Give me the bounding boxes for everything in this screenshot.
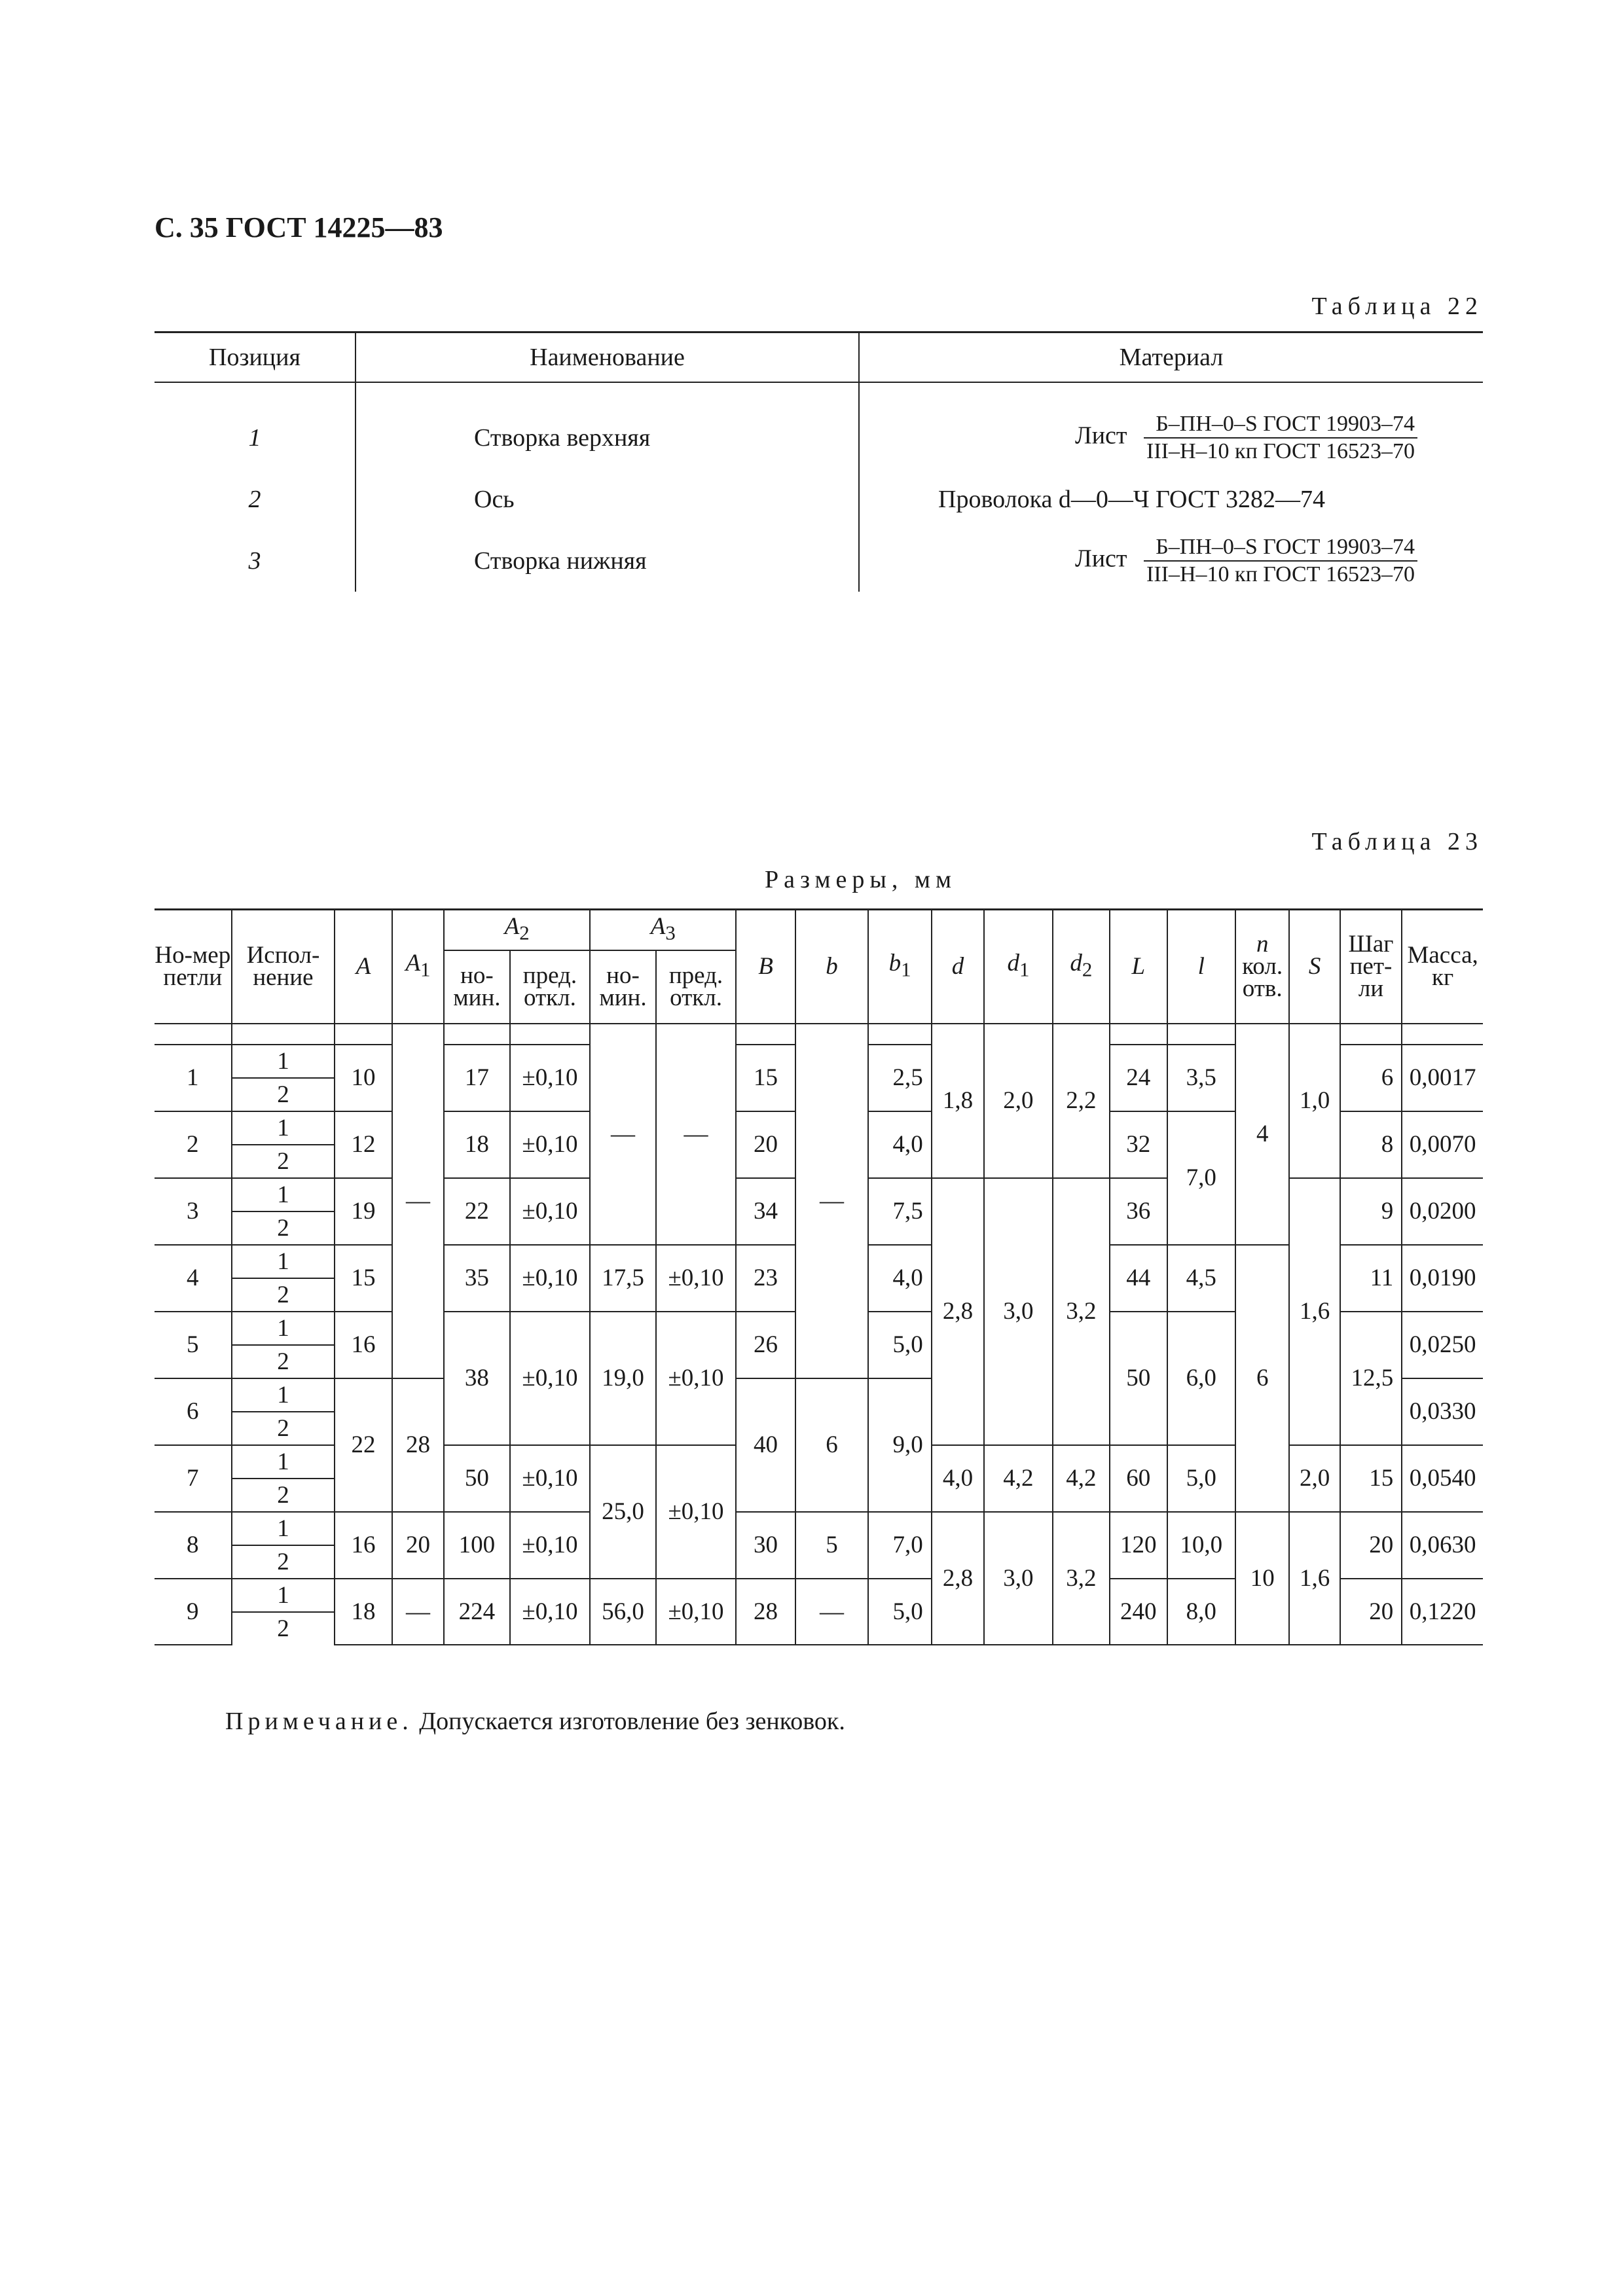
- cell: 2: [232, 1078, 335, 1111]
- cell: 16: [335, 1312, 392, 1378]
- col-header-position: Позиция: [155, 332, 356, 383]
- table-22: [155, 331, 1483, 592]
- cell: 1: [232, 1512, 335, 1545]
- cell: 6: [795, 1378, 869, 1512]
- cell: 1,0: [1289, 1024, 1340, 1178]
- cell: 4: [155, 1245, 232, 1312]
- cell: 9: [155, 1579, 232, 1645]
- cell: 3,0: [984, 1178, 1053, 1445]
- cell: ±0,10: [510, 1111, 591, 1178]
- table23-caption: Таблица 23: [1311, 828, 1483, 855]
- cell: ±0,10: [656, 1312, 737, 1445]
- cell: 6: [1235, 1245, 1289, 1512]
- spacer-row: [155, 1024, 1483, 1045]
- cell: 0,0250: [1402, 1312, 1483, 1378]
- cell: 100: [444, 1512, 509, 1579]
- header-n: n кол. отв.: [1235, 910, 1289, 1024]
- header-S: S: [1289, 910, 1340, 1024]
- cell: ±0,10: [510, 1579, 591, 1645]
- material-prefix: Лист: [1074, 422, 1127, 450]
- cell: 240: [1110, 1579, 1167, 1645]
- cell: —: [656, 1024, 737, 1245]
- cell: 20: [736, 1111, 795, 1178]
- material-text: Проволока d—0—Ч ГОСТ 3282—74: [938, 486, 1326, 513]
- cell: 0,0017: [1402, 1045, 1483, 1111]
- cell: —: [392, 1579, 444, 1645]
- cell: 9,0: [868, 1378, 931, 1512]
- cell: 17,5: [590, 1245, 655, 1312]
- cell: 40: [736, 1378, 795, 1512]
- header-mass: Масса, кг: [1402, 910, 1483, 1024]
- cell: 1: [232, 1579, 335, 1612]
- header-d2: $d_2$: [1053, 910, 1110, 1024]
- note-text: Допускается изготовление без зенковок.: [412, 1708, 845, 1735]
- cell: 2,0: [984, 1024, 1053, 1178]
- cell: 35: [444, 1245, 509, 1312]
- fraction-denominator: III–Н–10 кп ГОСТ 16523–70: [1146, 562, 1415, 586]
- cell: 23: [736, 1245, 795, 1312]
- cell: 2: [232, 1278, 335, 1312]
- cell-material: [859, 382, 1483, 469]
- cell: 1: [232, 1178, 335, 1211]
- cell: ±0,10: [510, 1245, 591, 1312]
- cell: 3,2: [1053, 1178, 1110, 1445]
- cell: 4,5: [1167, 1245, 1236, 1312]
- cell: 6: [1340, 1045, 1402, 1111]
- cell: 26: [736, 1312, 795, 1378]
- cell: 7,0: [1167, 1111, 1236, 1245]
- cell: 18: [335, 1579, 392, 1645]
- cell: 28: [392, 1378, 444, 1512]
- cell: 2: [232, 1612, 335, 1645]
- fraction-numerator: Б–ПН–0–S ГОСТ 19903–74: [1144, 411, 1417, 439]
- cell: 50: [1110, 1312, 1167, 1445]
- cell: 22: [444, 1178, 509, 1245]
- cell: 224: [444, 1579, 509, 1645]
- cell: ±0,10: [510, 1045, 591, 1111]
- cell: 32: [1110, 1111, 1167, 1178]
- material-fraction: [1144, 411, 1417, 465]
- cell: 0,1220: [1402, 1579, 1483, 1645]
- cell: 7,5: [868, 1178, 931, 1245]
- table-23: [155, 908, 1483, 1645]
- cell: 19: [335, 1178, 392, 1245]
- cell: 15: [1340, 1445, 1402, 1512]
- cell: 10: [1235, 1512, 1289, 1645]
- cell: 2: [232, 1211, 335, 1245]
- cell: 60: [1110, 1445, 1167, 1512]
- header-d1: $d_1$: [984, 910, 1053, 1024]
- cell: 1: [232, 1312, 335, 1345]
- page-header: С. 35 ГОСТ 14225—83: [155, 211, 443, 243]
- cell: 0,0200: [1402, 1178, 1483, 1245]
- cell: 0,0540: [1402, 1445, 1483, 1512]
- material-prefix: Лист: [1074, 545, 1127, 573]
- cell: 36: [1110, 1178, 1167, 1245]
- header-version: Испол-нение: [232, 910, 335, 1024]
- table23-units: Размеры, мм: [764, 866, 957, 893]
- cell: 3,2: [1053, 1512, 1110, 1645]
- cell: 4,2: [1053, 1445, 1110, 1512]
- cell: 16: [335, 1512, 392, 1579]
- table-row: [155, 469, 1483, 530]
- cell: 1: [232, 1245, 335, 1278]
- cell: ±0,10: [510, 1312, 591, 1445]
- fraction-denominator: III–Н–10 кп ГОСТ 16523–70: [1146, 439, 1415, 463]
- cell: 15: [736, 1045, 795, 1111]
- cell: 18: [444, 1111, 509, 1178]
- fraction-numerator: Б–ПН–0–S ГОСТ 19903–74: [1144, 534, 1417, 562]
- cell: 2: [155, 1111, 232, 1178]
- cell: 25,0: [590, 1445, 655, 1579]
- cell: 2: [232, 1345, 335, 1378]
- header-A3: $A_3$: [590, 910, 736, 950]
- cell: 17: [444, 1045, 509, 1111]
- cell-material: [859, 530, 1483, 592]
- cell-position: 3: [248, 547, 261, 575]
- header-loop-pitch: Шаг пет-ли: [1340, 910, 1402, 1024]
- cell-name: Ось: [356, 469, 859, 530]
- table-note: [225, 1707, 845, 1736]
- cell: 28: [736, 1579, 795, 1645]
- cell-name: Створка верхняя: [356, 382, 859, 469]
- cell: 2: [232, 1545, 335, 1579]
- cell: 8: [1340, 1111, 1402, 1178]
- cell: 12,5: [1340, 1312, 1402, 1445]
- cell: 1: [232, 1045, 335, 1078]
- cell: 1: [232, 1111, 335, 1145]
- cell: ±0,10: [656, 1579, 737, 1645]
- cell-position: 2: [248, 486, 261, 513]
- header-b1: $b_1$: [868, 910, 931, 1024]
- cell: 4,0: [868, 1111, 931, 1178]
- cell: 5,0: [868, 1312, 931, 1378]
- cell: 0,0190: [1402, 1245, 1483, 1312]
- cell: —: [392, 1024, 444, 1378]
- cell: 2,2: [1053, 1024, 1110, 1178]
- cell: —: [795, 1579, 869, 1645]
- cell: 120: [1110, 1512, 1167, 1579]
- cell: 1,8: [932, 1024, 984, 1178]
- cell: 3,5: [1167, 1045, 1236, 1111]
- cell: 1,6: [1289, 1512, 1340, 1645]
- cell: 2: [232, 1479, 335, 1512]
- cell: 34: [736, 1178, 795, 1245]
- header-b: b: [795, 910, 869, 1024]
- col-header-material: Материал: [859, 332, 1483, 383]
- header-d: d: [932, 910, 984, 1024]
- cell: 4,0: [868, 1245, 931, 1312]
- table22-caption: Таблица 22: [1311, 293, 1483, 320]
- cell: 22: [335, 1378, 392, 1512]
- cell: ±0,10: [510, 1445, 591, 1512]
- cell: 38: [444, 1312, 509, 1445]
- cell: 8: [155, 1512, 232, 1579]
- cell: 6,0: [1167, 1312, 1236, 1445]
- cell: 44: [1110, 1245, 1167, 1312]
- cell-name: Створка нижняя: [356, 530, 859, 592]
- cell: 3,0: [984, 1512, 1053, 1645]
- cell: 1: [232, 1378, 335, 1412]
- cell: 2: [232, 1145, 335, 1178]
- cell: 30: [736, 1512, 795, 1579]
- cell-position: 1: [248, 424, 261, 452]
- cell: 15: [335, 1245, 392, 1312]
- cell: 8,0: [1167, 1579, 1236, 1645]
- table-row: [155, 382, 1483, 469]
- cell: 10: [335, 1045, 392, 1111]
- cell: 20: [1340, 1579, 1402, 1645]
- cell: 2,8: [932, 1178, 984, 1445]
- cell: 5,0: [868, 1579, 931, 1645]
- cell: 1,6: [1289, 1178, 1340, 1445]
- cell: 24: [1110, 1045, 1167, 1111]
- cell: 5: [155, 1312, 232, 1378]
- cell: —: [590, 1024, 655, 1245]
- cell: 19,0: [590, 1312, 655, 1445]
- header-B: B: [736, 910, 795, 1024]
- header-A3-tolerance: пред. откл.: [656, 950, 737, 1024]
- cell: 7: [155, 1445, 232, 1512]
- cell: 50: [444, 1445, 509, 1512]
- cell: 4,2: [984, 1445, 1053, 1512]
- cell: 1: [232, 1445, 335, 1479]
- cell: 12: [335, 1111, 392, 1178]
- cell: 10,0: [1167, 1512, 1236, 1579]
- header-L: L: [1110, 910, 1167, 1024]
- cell: 0,0070: [1402, 1111, 1483, 1178]
- cell: 5,0: [1167, 1445, 1236, 1512]
- header-A2: $A_2$: [444, 910, 590, 950]
- table-row: [155, 530, 1483, 592]
- cell: 20: [1340, 1512, 1402, 1579]
- header-A1: $A_1$: [392, 910, 444, 1024]
- cell: —: [795, 1024, 869, 1378]
- cell: 2,5: [868, 1045, 931, 1111]
- header-A2-tolerance: пред. откл.: [510, 950, 591, 1024]
- col-header-name: Наименование: [356, 332, 859, 383]
- material-fraction: [1144, 534, 1417, 588]
- cell: 6: [155, 1378, 232, 1445]
- cell: 4,0: [932, 1445, 984, 1512]
- cell: ±0,10: [510, 1178, 591, 1245]
- cell: ±0,10: [656, 1445, 737, 1579]
- header-A3-nominal: но-мин.: [590, 950, 655, 1024]
- cell: ±0,10: [510, 1512, 591, 1579]
- header-A: A: [335, 910, 392, 1024]
- table-row: [155, 1512, 1483, 1545]
- cell: 0,0630: [1402, 1512, 1483, 1579]
- cell: 4: [1235, 1024, 1289, 1245]
- note-label: Примечание.: [225, 1708, 413, 1735]
- cell: ±0,10: [656, 1245, 737, 1312]
- header-loop-number: Но-мер петли: [155, 910, 232, 1024]
- cell: 2,0: [1289, 1445, 1340, 1512]
- cell: 20: [392, 1512, 444, 1579]
- cell: 5: [795, 1512, 869, 1579]
- cell: 1: [155, 1045, 232, 1111]
- header-l: l: [1167, 910, 1236, 1024]
- header-A2-nominal: но-мин.: [444, 950, 509, 1024]
- cell: 2: [232, 1412, 335, 1445]
- cell-material: [859, 469, 1483, 530]
- cell: 7,0: [868, 1512, 931, 1579]
- cell: 0,0330: [1402, 1378, 1483, 1445]
- cell: 11: [1340, 1245, 1402, 1312]
- cell: 56,0: [590, 1579, 655, 1645]
- cell: 3: [155, 1178, 232, 1245]
- cell: 2,8: [932, 1512, 984, 1645]
- cell: 9: [1340, 1178, 1402, 1245]
